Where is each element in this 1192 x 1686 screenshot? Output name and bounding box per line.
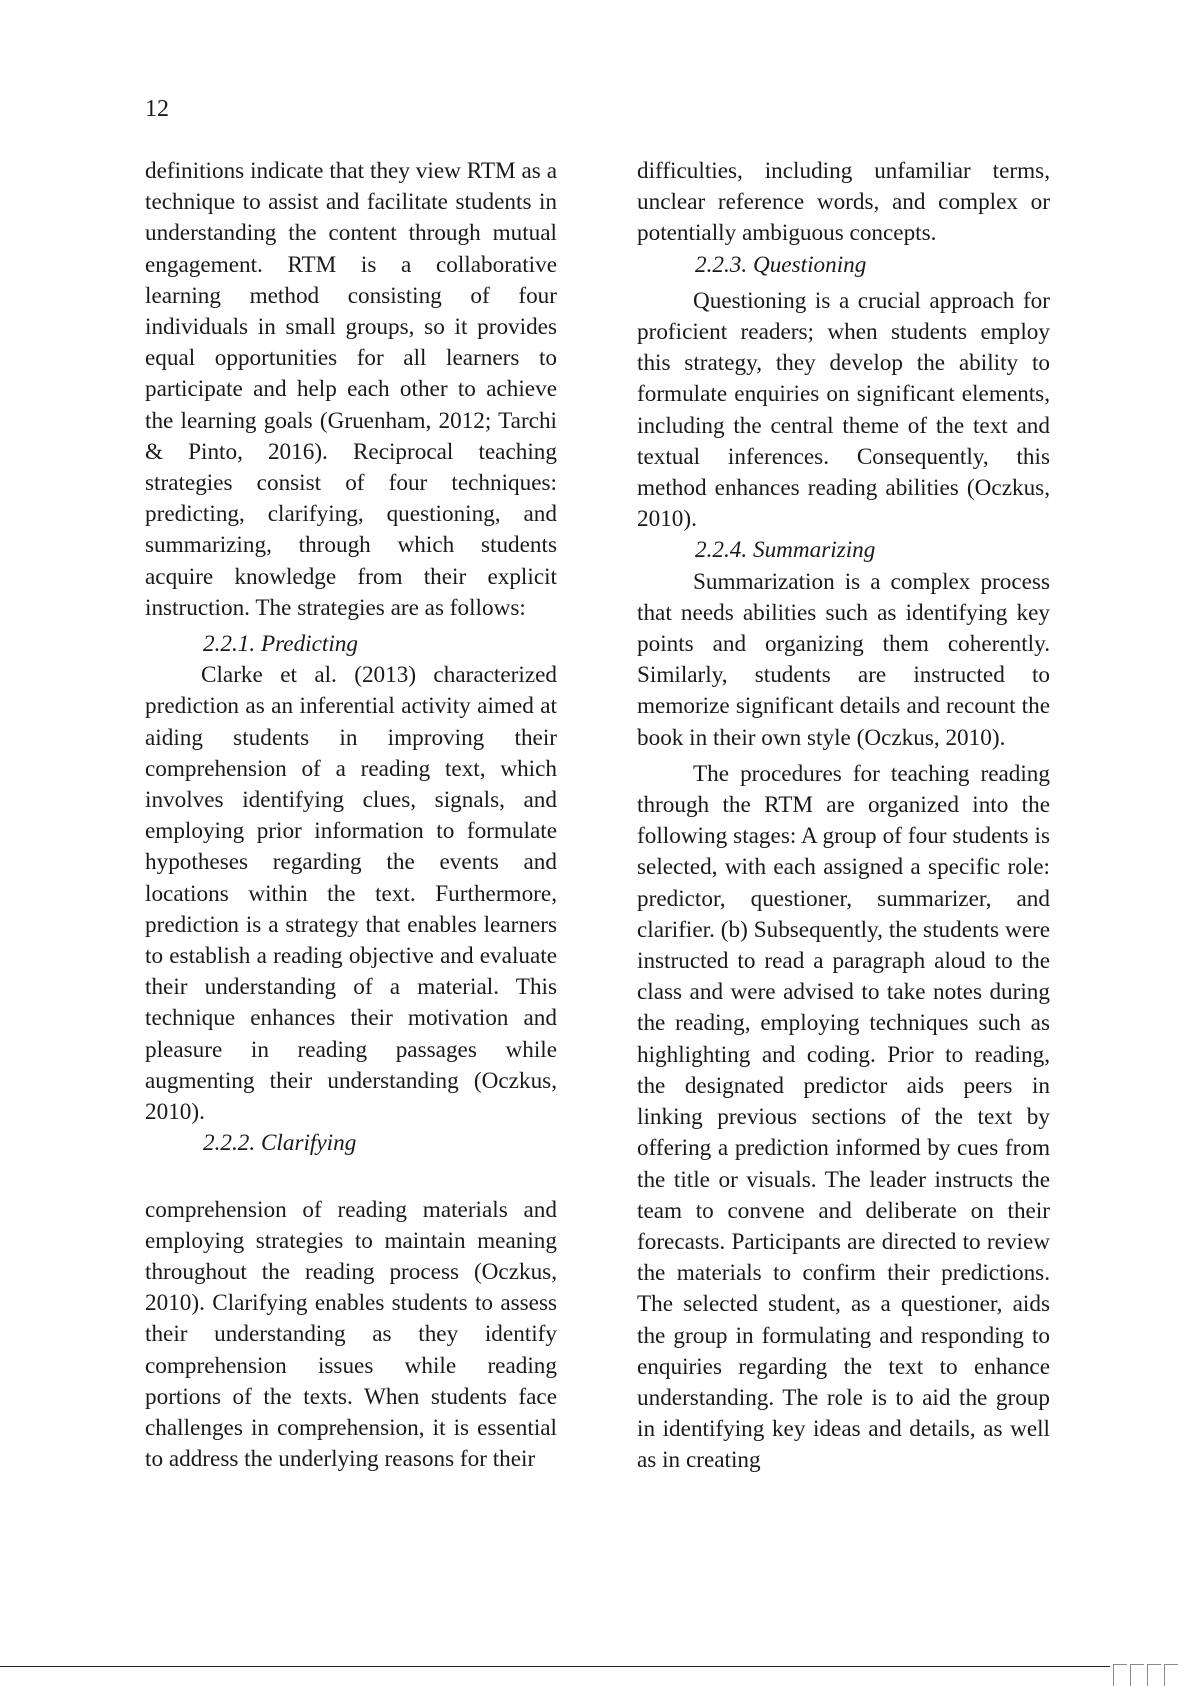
- crop-mark: [1130, 1664, 1144, 1686]
- paragraph-summarizing: Summarization is a complex process that needs abilities such as identifying key points and organizing them coherently. Similarly, students are instructed to memorize significant details and recount the book in their own style (Oczkus, 2010).: [637, 568, 1050, 751]
- heading-predicting: 2.2.1. Predicting: [203, 631, 358, 658]
- footer-rule: [0, 1666, 1110, 1667]
- heading-questioning: 2.2.3. Questioning: [695, 251, 867, 278]
- crop-mark: [1147, 1664, 1161, 1686]
- page-number: 12: [145, 96, 169, 122]
- paragraph-clarifying: comprehension of reading materials and employing strategies to maintain meaning throughout the reading process (Oczkus, 2010). Clarifying enables students to assess their understanding as they identify comprehension issues while reading portions of the texts. When students face challenges in comprehension, it is essential to address the underlying reasons for their: [145, 1196, 557, 1473]
- left-column: [145, 156, 557, 1475]
- crop-mark: [1164, 1664, 1178, 1686]
- right-column: [637, 156, 1050, 1477]
- paragraph-questioning: Questioning is a crucial approach for proficient readers; when students employ this strategy, they develop the ability to formulate enquiries on significant elements, including the central theme of the text and textual inferences. Consequently, this method enhances reading abilities (Oczkus, 2010).: [637, 287, 1050, 533]
- paragraph-intro: definitions indicate that they view RTM as a technique to assist and facilitate students in understanding the content through mutual engagement. RTM is a collaborative learning method consisting of four individuals in small groups, so it provides equal opportunities for all learners to participate and help each other to achieve the learning goals (Gruenham, 2012; Tarchi & Pinto, 2016). Reciprocal teaching strategies consist of four techniques: predicting, clarifying, questioning, and summarizing, through which students acquire knowledge from their explicit instruction. The strategies are as follows:: [145, 158, 557, 621]
- paragraph-predicting: Clarke et al. (2013) characterized prediction as an inferential activity aimed at aiding students in improving their comprehension of a reading text, which involves identifying clues, signals, and employing prior information to formulate hypotheses regarding the events and locations within the text. Furthermore, prediction is a strategy that enables learners to establish a reading objective and evaluate their understanding of a material. This technique enhances their motivation and pleasure in reading passages while augmenting their understanding (Oczkus, 2010).: [145, 662, 557, 1126]
- heading-summarizing: 2.2.4. Summarizing: [695, 537, 876, 564]
- heading-clarifying: 2.2.2. Clarifying: [203, 1130, 357, 1157]
- paragraph-clarifying-continued: difficulties, including unfamiliar terms, unclear reference words, and complex or potentially ambiguous concepts.: [637, 158, 1050, 247]
- crop-mark: [1113, 1664, 1127, 1686]
- paragraph-procedures: The procedures for teaching reading through the RTM are organized into the following stages: A group of four students is selected, with each assigned a specific role: predictor, questioner, summarizer, and clarifier. (b) Subsequently, the students were instructed to read a paragraph aloud to the class and were advised to take notes during the reading, employing techniques such as highlighting and coding. Prior to reading, the designated predictor aids peers in linking previous sections of the text by offering a prediction informed by cues from the title or visuals. The leader instructs the team to convene and deliberate on their forecasts. Participants are directed to review the materials to confirm their predictions. The selected student, as a questioner, aids the group in formulating and responding to enquiries regarding the text to enhance understanding. The role is to aid the group in identifying key ideas and details, as well as in creating: [637, 760, 1050, 1474]
